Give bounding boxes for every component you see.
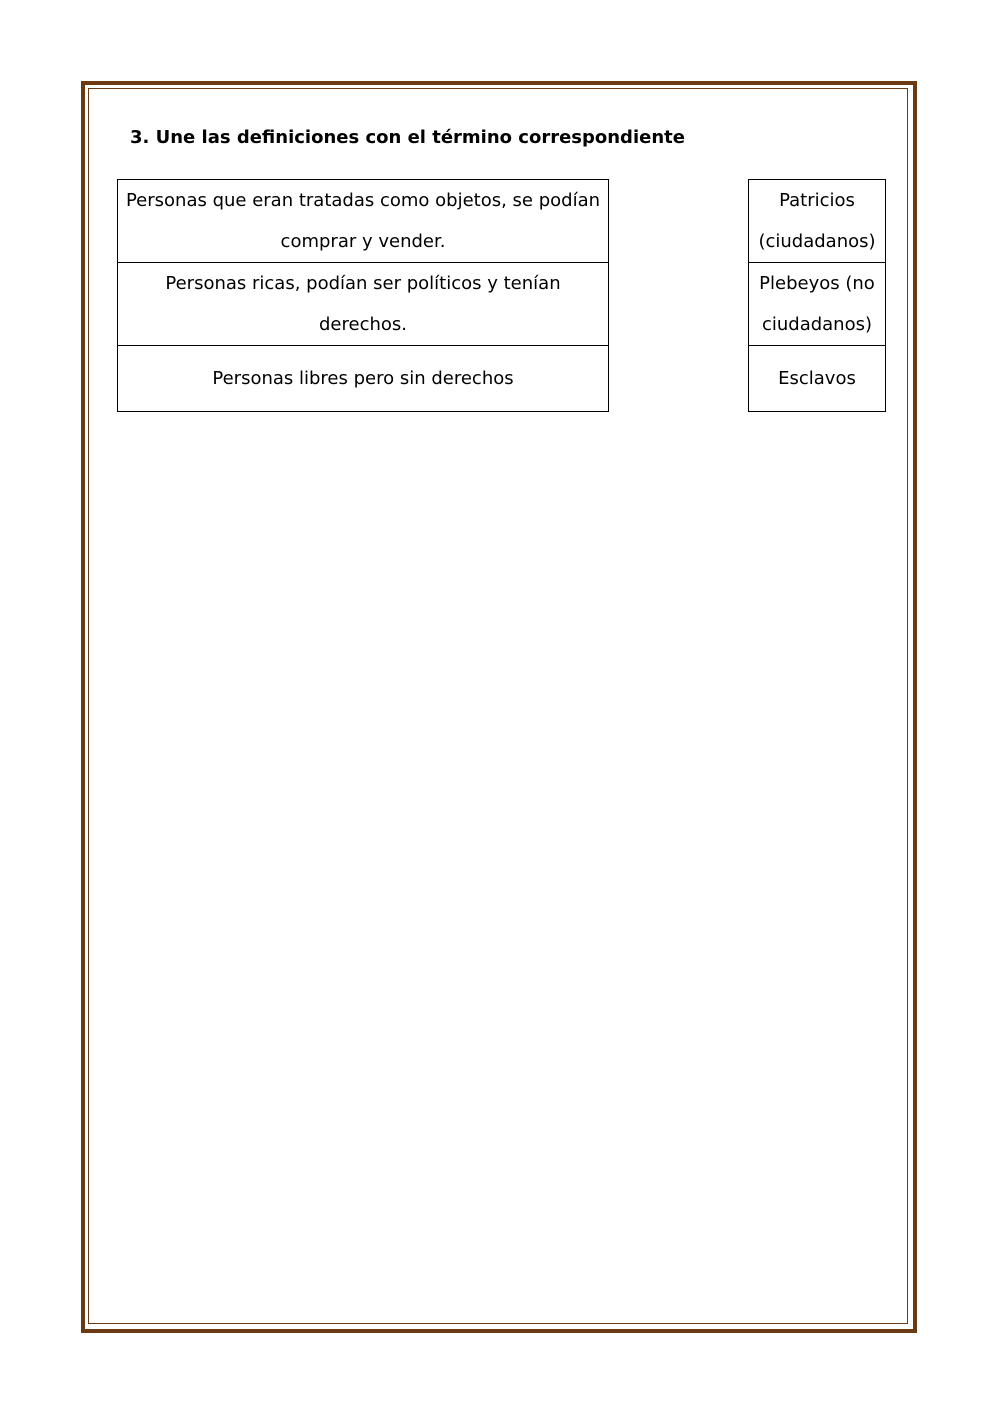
table-row: [749, 180, 886, 263]
table-row: [118, 180, 609, 263]
definitions-table: [117, 179, 609, 412]
term-cell[interactable]: Esclavos: [749, 346, 886, 412]
definition-cell[interactable]: Personas libres pero sin derechos: [118, 346, 609, 412]
exercise-heading: 3. Une las definiciones con el término correspondiente: [130, 127, 685, 148]
table-row: [749, 346, 886, 412]
term-cell[interactable]: Patricios (ciudadanos): [749, 180, 886, 263]
table-row: [118, 346, 609, 412]
table-row: [118, 263, 609, 346]
term-cell[interactable]: Plebeyos (no ciudadanos): [749, 263, 886, 346]
definition-cell[interactable]: Personas ricas, podían ser políticos y tenían derechos.: [118, 263, 609, 346]
terms-table: [748, 179, 886, 412]
table-row: [749, 263, 886, 346]
definition-cell[interactable]: Personas que eran tratadas como objetos, se podían comprar y vender.: [118, 180, 609, 263]
